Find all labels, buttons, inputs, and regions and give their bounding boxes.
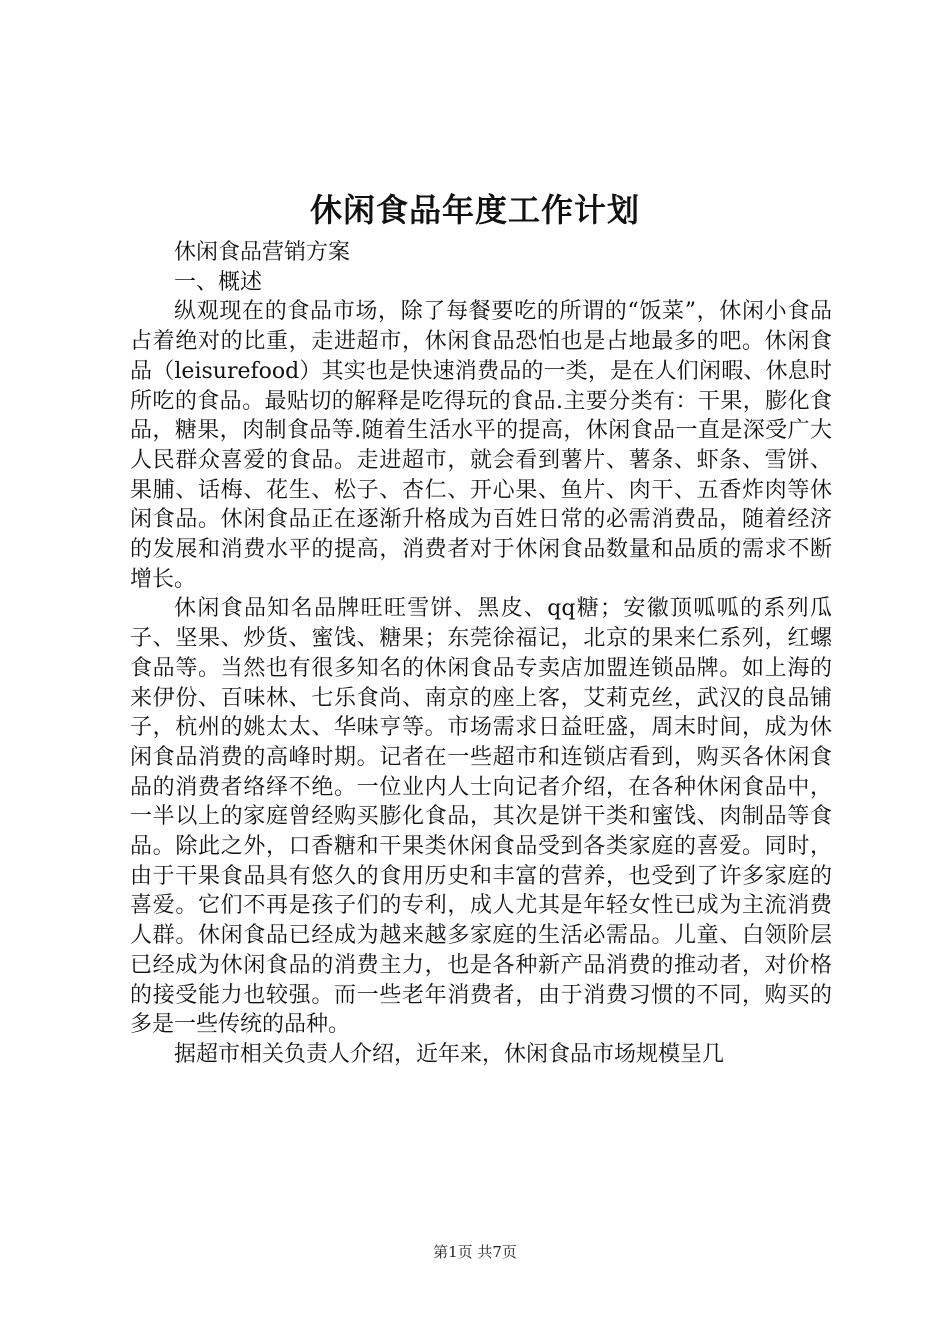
document-body (130, 238, 832, 1070)
paragraph-section-heading: 一、概述 (174, 269, 263, 295)
document-title: 休闲食品年度工作计划 (309, 191, 640, 229)
page-number-footer: 第1页 共7页 (433, 1243, 517, 1261)
paragraph-subtitle: 休闲食品营销方案 (174, 240, 351, 265)
paragraph-brands: 休闲食品知名品牌旺旺雪饼、黑皮、qq糖；安徽顶呱呱的系列瓜子、坚果、炒货、蜜饯、糖果；东莞徐福记，北京的果来仁系列，红螺食品等。当然也有很多知名的休闲食品专卖店加盟连锁品牌。如上海的来伊份、百味林、七乐食尚、南京的座上客，艾莉克丝，武汉的良品铺子，杭州的姚太太、华味亨等。市场需求日益旺盛，周末时间，成为休闲食品消费的高峰时期。记者在一些超市和连锁店看到，购买各休闲食品的消费者络绎不绝。一位业内人士向记者介绍，在各种休闲食品中，一半以上的家庭曾经购买膨化食品，其次是饼干类和蜜饯、肉制品等食品。除此之外，口香糖和干果类休闲食品受到各类家庭的喜爱。同时，由于干果食品具有悠久的食用历史和丰富的营养，也受到了许多家庭的喜爱。它们不再是孩子们的专利，成人尤其是年轻女性已成为主流消费人群。休闲食品已经成为越来越多家庭的生活必需品。儿童、白领阶层已经成为休闲食品的消费主力，也是各种新产品消费的推动者，对价格的接受能力也较强。而一些老年消费者，由于消费习惯的不同，购买的多是一些传统的品种。 (130, 596, 832, 1038)
paragraph-overview: 纵观现在的食品市场，除了每餐要吃的所谓的“饭菜”，休闲小食品占着绝对的比重，走进超市，休闲食品恐怕也是占地最多的吧。休闲食品（leisurefood）其实也是快速消费品的一类，是在人们闲暇、休息时所吃的食品。最贴切的解释是吃得玩的食品.主要分类有：干果，膨化食品，糖果，肉制食品等.随着生活水平的提高，休闲食品一直是深受广大人民群众喜爱的食品。走进超市，就会看到薯片、薯条、虾条、雪饼、果脯、话梅、花生、松子、杏仁、开心果、鱼片、肉干、五香炸肉等休闲食品。休闲食品正在逐渐升格成为百姓日常的必需消费品，随着经济的发展和消费水平的提高，消费者对于休闲食品数量和品质的需求不断增长。 (130, 299, 832, 592)
paragraph-market-scale: 据超市相关负责人介绍，近年来，休闲食品市场规模呈几 (174, 1041, 725, 1067)
